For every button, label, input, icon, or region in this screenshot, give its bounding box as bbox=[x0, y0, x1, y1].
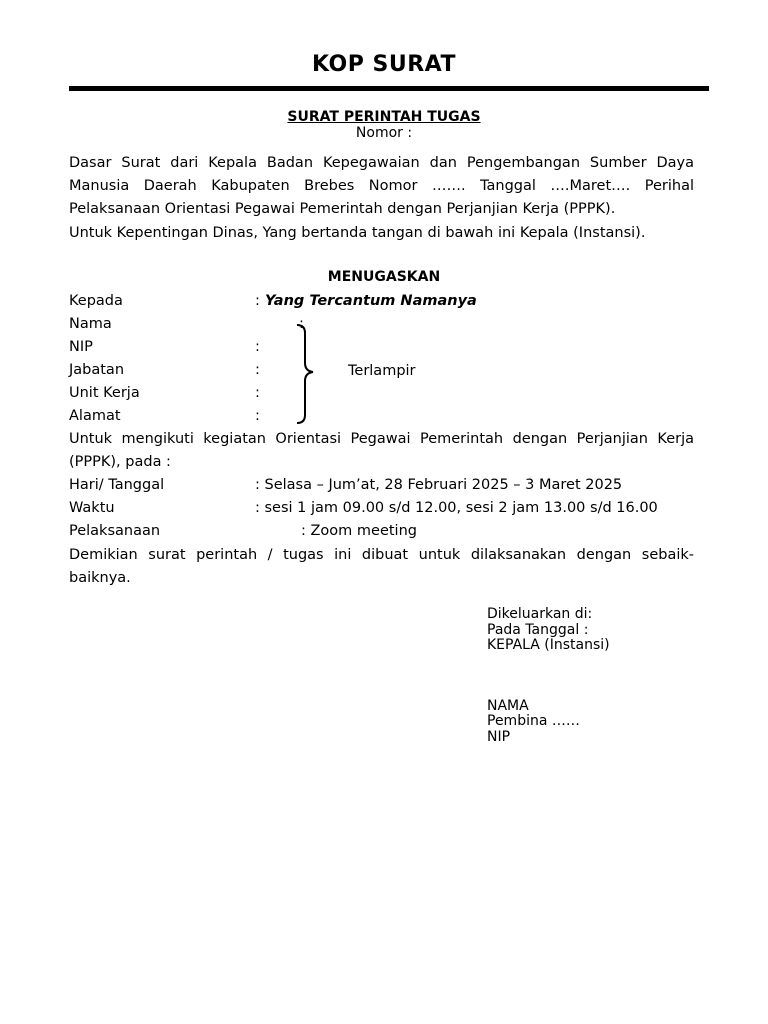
field-nama-colon: : bbox=[299, 316, 304, 332]
untuk-paragraph: Untuk mengikuti kegiatan Orientasi Pegawai Pemerintah dengan Perjanjian Kerja (PPPK), pada : bbox=[69, 431, 694, 470]
letter-title: SURAT PERINTAH TUGAS bbox=[287, 109, 481, 125]
dasar-paragraph: Dasar Surat dari Kepala Badan Kepegawaian dan Pengembangan Sumber Daya Manusia Daerah Kabupaten Brebes Nomor ……. Tanggal ….Maret…. Perihal Pelaksanaan Orientasi Pegawai Pemerintah dengan Perjanjian Kerja (PPPK). bbox=[69, 155, 694, 217]
letterhead-divider bbox=[69, 86, 709, 91]
field-nip-label: NIP bbox=[69, 339, 93, 355]
signature-dikeluarkan: Dikeluarkan di: bbox=[487, 606, 593, 622]
field-nama-label: Nama bbox=[69, 316, 112, 332]
schedule-hari-value: : Selasa – Jum’at, 28 Februari 2025 – 3 Maret 2025 bbox=[255, 477, 623, 493]
field-alamat-colon: : bbox=[255, 408, 260, 424]
letter-number: Nomor : bbox=[355, 125, 413, 141]
field-jabatan-label: Jabatan bbox=[69, 362, 125, 378]
signature-pada-tanggal: Pada Tanggal : bbox=[487, 622, 589, 638]
schedule-hari-label: Hari/ Tanggal bbox=[69, 477, 165, 493]
schedule-waktu-value: : sesi 1 jam 09.00 s/d 12.00, sesi 2 jam 13.00 s/d 16.00 bbox=[255, 500, 658, 516]
field-unit-kerja-label: Unit Kerja bbox=[69, 385, 140, 401]
field-jabatan-colon: : bbox=[255, 362, 260, 378]
signature-nip: NIP bbox=[487, 729, 511, 745]
section-heading: MENUGASKAN bbox=[327, 269, 441, 285]
schedule-pelaksanaan-value: : Zoom meeting bbox=[301, 523, 417, 539]
field-kepada-value: Yang Tercantum Namanya bbox=[265, 293, 477, 309]
signature-nama: NAMA bbox=[487, 698, 529, 714]
terlampir-label: Terlampir bbox=[348, 363, 416, 379]
letterhead-title: KOP SURAT bbox=[311, 52, 457, 77]
schedule-pelaksanaan-label: Pelaksanaan bbox=[69, 523, 161, 539]
demikian-paragraph: Demikian surat perintah / tugas ini dibuat untuk dilaksanakan dengan sebaik-baiknya. bbox=[69, 547, 694, 586]
right-brace-icon bbox=[295, 323, 319, 427]
signature-kepala: KEPALA (Instansi) bbox=[487, 637, 610, 653]
field-nip-colon: : bbox=[255, 339, 260, 355]
field-unit-kerja-colon: : bbox=[255, 385, 260, 401]
field-kepada-label: Kepada bbox=[69, 293, 123, 309]
signature-pembina: Pembina …… bbox=[487, 713, 580, 729]
field-alamat-label: Alamat bbox=[69, 408, 121, 424]
schedule-waktu-label: Waktu bbox=[69, 500, 115, 516]
field-kepada-colon: : bbox=[255, 293, 260, 309]
kepentingan-paragraph: Untuk Kepentingan Dinas, Yang bertanda tangan di bawah ini Kepala (Instansi). bbox=[69, 225, 646, 241]
